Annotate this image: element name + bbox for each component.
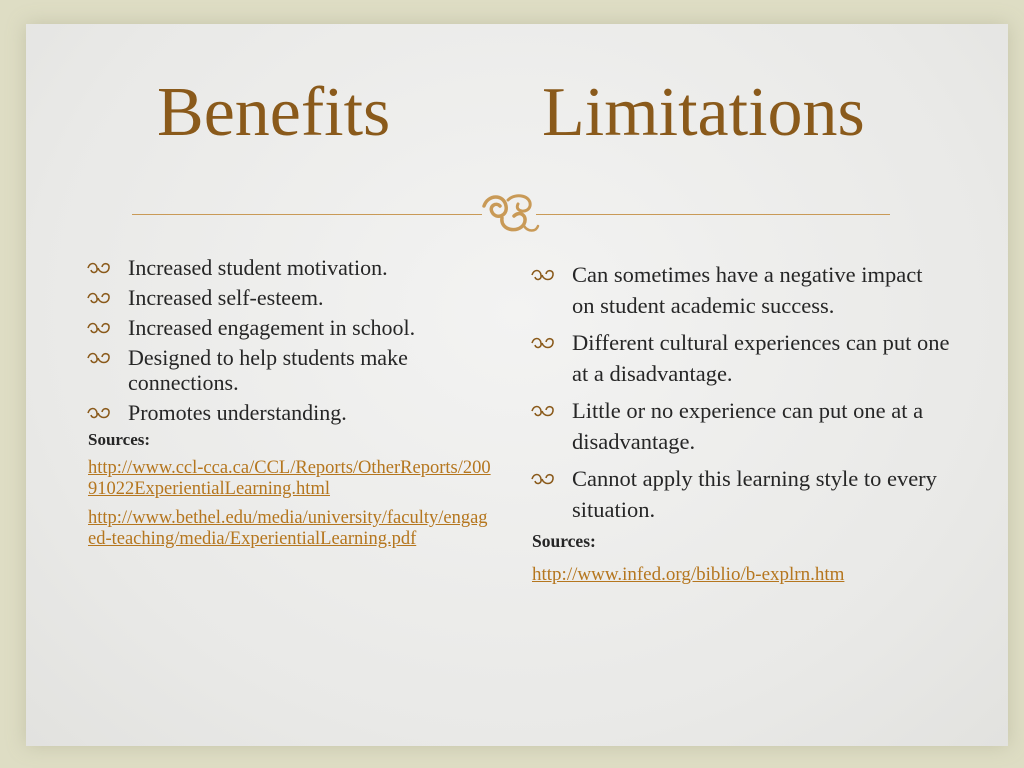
benefit-text: Increased student motivation. [128, 255, 388, 280]
ornament-bullet-icon [86, 350, 112, 366]
list-item [86, 400, 506, 425]
benefits-list [86, 255, 506, 425]
sources-label: Sources: [88, 430, 151, 449]
source-link[interactable]: http://www.ccl-cca.ca/CCL/Reports/OtherReports/20091022ExperientialLearning.html [88, 458, 491, 499]
ornament-bullet-icon [530, 267, 556, 283]
ornament-bullet-icon [530, 471, 556, 487]
list-item [86, 285, 506, 310]
limitation-text: Different cultural experiences can put one at a disadvantage. [572, 330, 950, 386]
limitation-text: Little or no experience can put one at a disadvantage. [572, 398, 924, 454]
list-item [530, 463, 950, 525]
divider-right [536, 214, 890, 215]
limitation-text: Cannot apply this learning style to every situation. [572, 466, 937, 522]
benefit-text: Promotes understanding. [128, 400, 347, 425]
source-link[interactable]: http://www.infed.org/biblio/b-explrn.htm [532, 564, 845, 585]
ornament-bullet-icon [86, 405, 112, 421]
limitations-list [530, 259, 950, 525]
source-link[interactable]: http://www.bethel.edu/media/university/faculty/engaged-teaching/media/ExperientialLearning.pdf [88, 508, 488, 549]
title-limitations: Limitations [542, 74, 865, 151]
flourish-ornament-icon [478, 188, 540, 238]
list-item [530, 259, 950, 321]
list-item [530, 327, 950, 389]
limitation-text: Can sometimes have a negative impact on student academic success. [572, 262, 923, 318]
ornament-bullet-icon [530, 403, 556, 419]
list-item [86, 255, 506, 280]
benefit-text: Increased engagement in school. [128, 315, 416, 340]
ornament-bullet-icon [86, 290, 112, 306]
benefits-column [86, 255, 506, 558]
ornament-bullet-icon [86, 260, 112, 276]
list-item [86, 345, 506, 395]
ornament-bullet-icon [530, 335, 556, 351]
list-item [530, 395, 950, 457]
sources-links [530, 562, 950, 588]
sources-label: Sources: [532, 531, 596, 551]
benefit-text: Increased self-esteem. [128, 285, 324, 310]
benefit-text: Designed to help students make connections. [128, 345, 408, 395]
title-benefits: Benefits [157, 74, 391, 151]
divider-left [132, 214, 482, 215]
list-item [86, 315, 506, 340]
ornament-bullet-icon [86, 320, 112, 336]
limitations-column [530, 259, 950, 596]
sources-links [86, 458, 506, 550]
